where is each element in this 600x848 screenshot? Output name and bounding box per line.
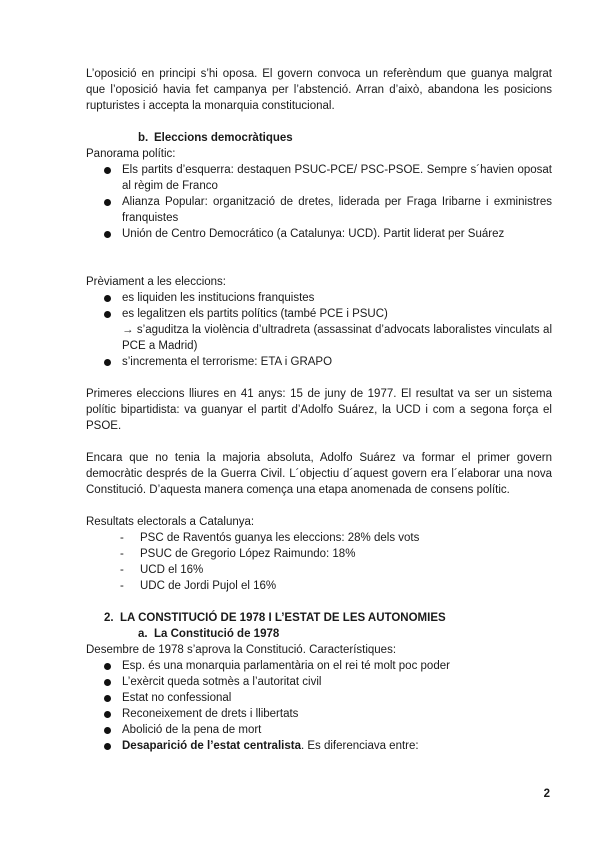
bullet-icon — [104, 727, 111, 734]
bullet-icon — [104, 311, 111, 318]
resultats-list — [86, 530, 552, 594]
list-item: es legalitzen els partits polítics (també PCE i PSUC) — [86, 306, 552, 322]
parties-list — [86, 162, 552, 242]
list-item: - UDC de Jordi Pujol el 16% — [120, 580, 277, 592]
list-item: Estat no confessional — [86, 690, 552, 706]
bullet-icon — [104, 295, 111, 302]
constitucio-intro: Desembre de 1978 s’aprova la Constitució. Característiques: — [86, 644, 397, 656]
list-item: Desaparició de l’estat centralista. Es diferenciava entre: — [86, 738, 552, 754]
list-item: Reconeixement de drets i llibertats — [86, 706, 552, 722]
previament-list — [86, 290, 552, 322]
list-item: - PSC de Raventós guanya les eleccions: 28% dels vots — [120, 532, 420, 544]
previament-label: Prèviament a les eleccions: — [86, 276, 226, 288]
list-item: Alianza Popular: organització de dretes, liderada per Fraga Iribarne i exministres franquistes — [86, 194, 552, 226]
bullet-icon — [104, 695, 111, 702]
bullet-icon — [104, 231, 111, 238]
list-item: Esp. és una monarquia parlamentària on el rei té molt poc poder — [86, 658, 552, 674]
features-list — [86, 658, 552, 754]
panorama-label: Panorama polític: — [86, 148, 176, 160]
document-page — [86, 66, 552, 754]
section-2a-heading: a. La Constitució de 1978 — [138, 628, 280, 640]
encara-paragraph: Encara que no tenia la majoria absoluta, Adolfo Suárez va formar el primer govern democràtic després de la Guerra Civil. L´objectiu d´aquest govern era l´elaborar una nova Constitució. D’aquesta manera comença una etapa anomenada de consens polític. — [86, 452, 552, 496]
section-2-heading: 2. LA CONSTITUCIÓ DE 1978 I L’ESTAT DE LES AUTONOMIES — [104, 612, 446, 624]
bullet-icon — [104, 679, 111, 686]
list-item: - UCD el 16% — [120, 564, 204, 576]
list-item: s’incrementa el terrorisme: ETA i GRAPO — [86, 354, 552, 370]
dash-icon: - — [120, 532, 124, 544]
bullet-icon — [104, 663, 111, 670]
list-item: - PSUC de Gregorio López Raimundo: 18% — [120, 548, 356, 560]
bullet-icon — [104, 711, 111, 718]
list-item: Abolició de la pena de mort — [86, 722, 552, 738]
bullet-icon — [104, 359, 111, 366]
dash-icon: - — [120, 580, 124, 592]
arrow-note: → s’aguditza la violència d’ultradreta (assassinat d’advocats laboralistes vinculats al PCE a Madrid) — [122, 324, 552, 352]
bullet-icon — [104, 743, 111, 750]
bullet-icon — [104, 199, 111, 206]
intro-paragraph: L’oposició en principi s’hi oposa. El govern convoca un referèndum que guanya malgrat que l’oposició havia fet campanya per l’abstenció. Arran d’això, abandona les posicions rupturistes i accepta la monarquia constitucional. — [86, 68, 552, 112]
previament-list-end — [86, 354, 552, 370]
dash-icon: - — [120, 548, 124, 560]
list-item: Els partits d’esquerra: destaquen PSUC-PCE/ PSC-PSOE. Sempre s´havien oposat al règim de Franco — [86, 162, 552, 194]
resultats-label: Resultats electorals a Catalunya: — [86, 516, 255, 528]
section-b-heading: b. Eleccions democràtiques — [138, 132, 293, 144]
page-number: 2 — [543, 788, 550, 800]
list-item: L’exèrcit queda sotmès a l’autoritat civil — [86, 674, 552, 690]
bullet-icon — [104, 167, 111, 174]
list-item: Unión de Centro Democrático (a Catalunya: UCD). Partit liderat per Suárez — [86, 226, 552, 242]
list-item: es liquiden les institucions franquistes — [86, 290, 552, 306]
dash-icon: - — [120, 564, 124, 576]
primeres-paragraph: Primeres eleccions lliures en 41 anys: 15 de juny de 1977. El resultat va ser un sistema polític bipartidista: va guanyar el partit d’Adolfo Suárez, la UCD i com a segona força el PSOE. — [86, 388, 552, 432]
